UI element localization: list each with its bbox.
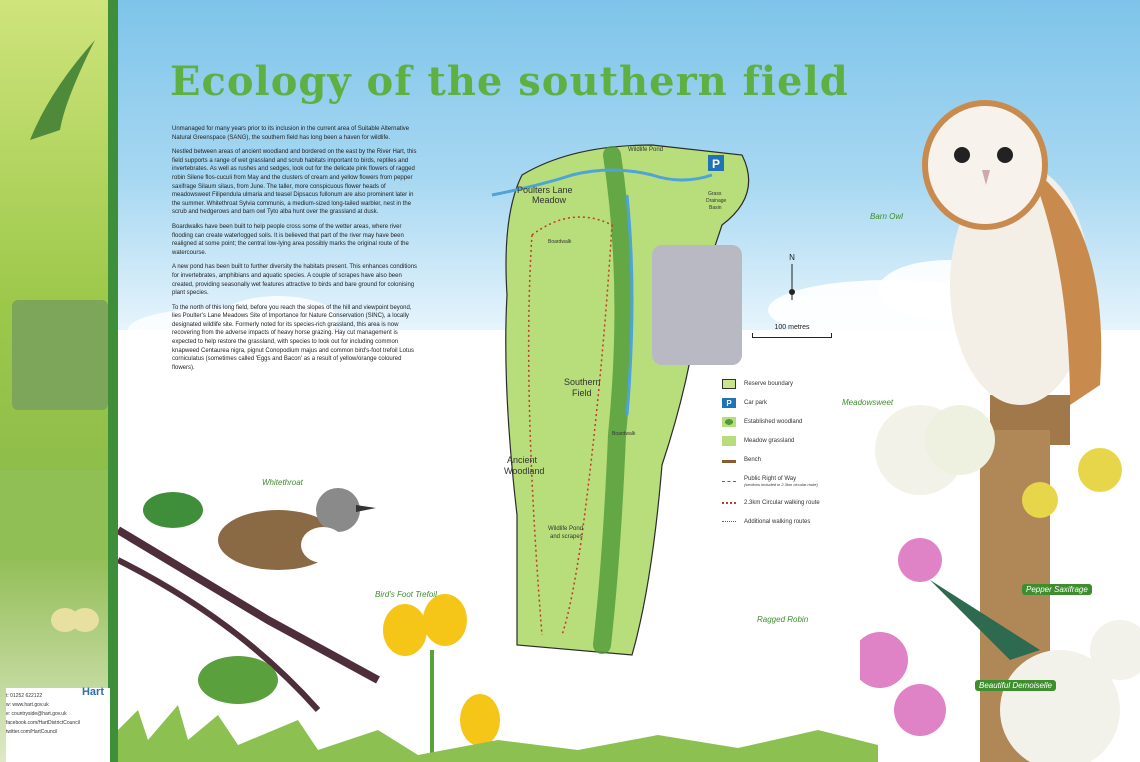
walkers-illustration [12,300,108,410]
legend-label: Reserve boundary [744,380,794,387]
page-title: Ecology of the southern field [170,58,849,105]
contact-box [6,688,110,762]
map-label-basin: Basin [709,205,722,211]
map-label-scrapes: and scrapes [550,534,583,540]
contact-twitter: twitter.com/HartCouncil [6,729,58,735]
demoiselle-label: Beautiful Demoiselle [975,680,1056,691]
contact-phone: t: 01252 622122 [6,693,43,699]
contact-facebook: facebook.com/HartDistrictCouncil [6,720,80,726]
map-label-pond2: Wildlife Pond [548,526,584,532]
bench-icon [722,457,736,463]
map-label-boardwalk-mid: Boardwalk [612,431,636,437]
left-illustration-strip [0,0,118,762]
legend-item-bench [722,450,882,469]
legend-item-row [722,469,882,493]
map-label-drainage: Drainage [706,198,727,204]
scale-line [752,333,832,338]
swift-bird-illustration [20,30,100,150]
badger-illustration [0,470,108,560]
body-text [172,125,422,378]
legend-item-meadow [722,431,882,450]
legend-item-woodland [722,412,882,431]
legend-label: Car park [744,399,768,406]
paragraph: A new pond has been built to further diversity the habitats present. This enhances conditions for invertebrates, amphibians and aquatic species. A couple of scrapes have also been created, providing seasonally wet features attractive to birds and bare ground for colonising plant species. [172,264,418,297]
map-label-field: Field [572,388,592,398]
map-label-boardwalk: Boardwalk [548,239,572,245]
svg-text:P: P [711,157,721,171]
legend-label: Public Right of Way [744,475,797,482]
meadow-swatch [722,436,736,446]
paragraph: To the north of this long field, before you reach the slopes of the hill and viewpoint beyond, lies Poulter's Lane Meadows Site of Importance for Nature Conservation (SINC), a locally designated wildlife site. Formerly noted for its species-rich grassland, this area is now recovering from the adverse impacts of heavy horse grazing. Hay cut management is expected to help restore the grassland, with species to look out for including common knapweed Centaurea nigra, pignut Conopodium majus and common bird's-foot trefoil Lotus corniculatus (sometimes called 'Eggs and Bacon' as a result of yellow/orange coloured flowers). [172,304,414,371]
contact-web: w: www.hart.gov.uk [6,702,49,708]
legend-label: Meadow grassland [744,437,795,444]
north-compass [772,250,812,310]
map-label-southern: Southern [564,377,601,387]
legend-item-boundary [722,374,882,393]
legend-label: Established woodland [744,418,803,425]
boundary-swatch [722,379,736,389]
map-label-poulters: Poulters Lane [517,185,573,195]
parking-icon: P [722,398,736,408]
paragraph: Unmanaged for many years prior to its inclusion in the current area of Suitable Alternative Natural Greenspace (SANG), the southern field has long been a haven for wildlife. [172,126,410,141]
flowers-illustration [860,330,1140,762]
additional-swatch [722,521,736,522]
map-label-grass: Grass [708,191,722,197]
map-label-meadow: Meadow [532,195,567,205]
map-label-woodland: Woodland [504,466,545,476]
scale-bar [752,324,832,338]
legend-item-additional [722,512,882,531]
whitethroat-label: Whitethroat [262,478,303,487]
woodland-swatch [722,417,736,427]
map-label-wildlife-pond: Wildlife Pond [628,147,664,153]
paragraph: Boardwalks have been built to help people cross some of the wetter areas, where river flooding can create waterlogged soils. It is believed that part of the river may have been realigned at some point; the central low-lying area possibly marks the original route of the watercourse. [172,223,409,256]
svg-text:N: N [789,253,795,262]
trefoil-label: Bird's Foot Trefoil [375,590,437,599]
ragged-robin-label: Ragged Robin [757,615,809,624]
parking-symbol [708,155,724,171]
grass-foreground [118,700,878,762]
row-swatch [722,481,736,482]
green-stripe [108,0,118,762]
legend-label: Additional walking routes [744,518,811,525]
butterfly-illustration [50,600,100,640]
legend-label: 2.3km Circular walking route [744,499,820,506]
legend-label: Bench [744,456,762,463]
barn-owl-label: Barn Owl [870,212,903,221]
contact-email: e: countryside@hart.gov.uk [6,711,67,717]
map-label-ancient: Ancient [507,455,538,465]
paragraph: Nestled between areas of ancient woodland and bordered on the east by the River Hart, this field supports a range of wet grassland and scrub habitats important to birds, reptiles and invertebrates. As well as rushes and sedges, look out for the delicate pink flowers of ragged robin Silene flos-cuculi from May and the clusters of cream and yellow flowers from pepper saxifrage Silaum silaus, from June. The taller, more conspicuous flower heads of meadowsweet Filipendula ulmaria and teasel Dipsacus fullonum are also prominent later in the summer. Whitethroat Sylvia communis, a medium-sized long-tailed warbler, nest in the scrub and hedgerows and barn owl Tyto alba hunt over the grassland at dusk. [172,149,417,216]
pepper-saxifrage-label: Pepper Saxifrage [1022,584,1092,595]
legend-item-circular [722,493,882,512]
housing-area [652,245,742,365]
legend-sublabel: (sections included in 2.3km circular route) [744,481,818,487]
scale-label: 100 metres [774,324,810,331]
hart-logo: Hart [81,686,104,698]
meadowsweet-label: Meadowsweet [842,398,894,407]
circular-swatch [722,502,736,504]
